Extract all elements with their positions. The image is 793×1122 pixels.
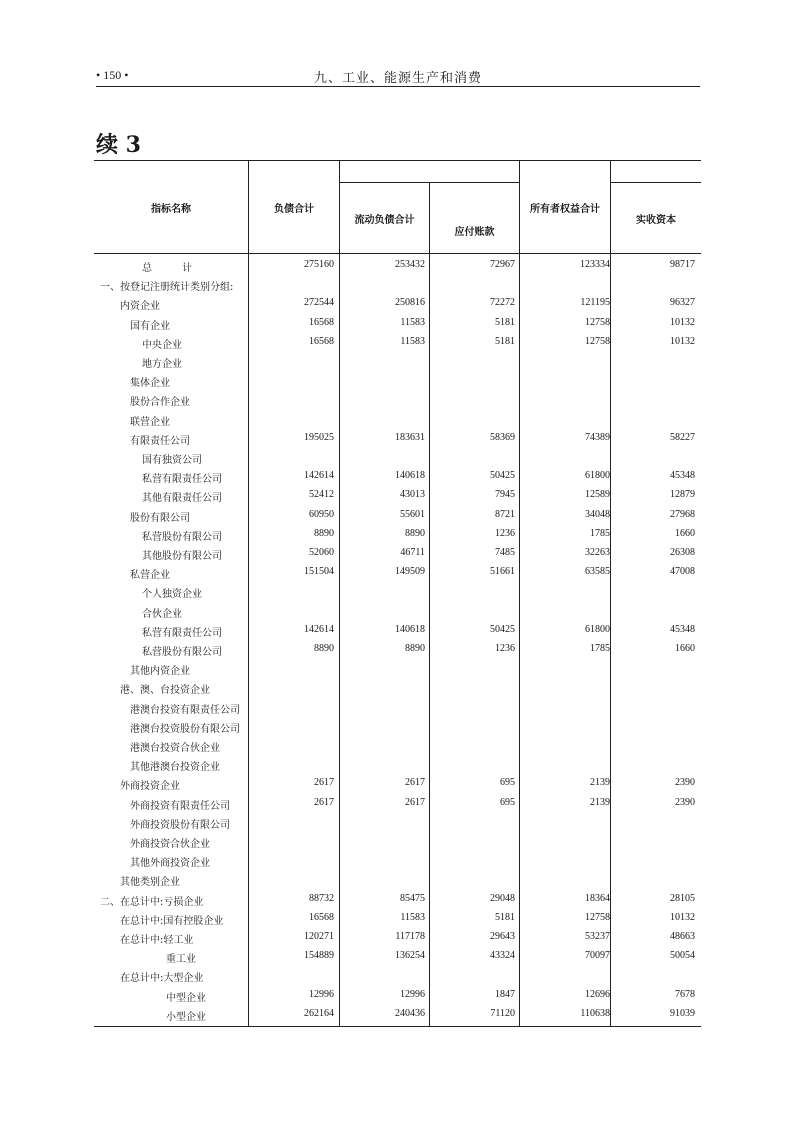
table-row <box>94 564 701 583</box>
table-row <box>94 315 701 334</box>
cell-value: 48663 <box>670 931 695 942</box>
cell-value: 1660 <box>675 527 695 539</box>
row-label: 外商投资股份有限公司 <box>130 819 230 831</box>
cell-value: 1236 <box>495 643 515 654</box>
row-label: 在总计中:轻工业 <box>120 935 194 946</box>
cell-value: 5181 <box>495 911 515 923</box>
table-row <box>94 411 701 430</box>
cell-value: 58369 <box>490 431 515 443</box>
table-row <box>94 603 701 622</box>
row-label: 国有独资公司 <box>142 455 202 466</box>
row-label: 一、按登记注册统计类别分组: <box>100 282 234 294</box>
row-label: 重工业 <box>166 954 196 966</box>
col-header-paid-in-capital: 实收资本 <box>636 215 676 226</box>
cell-value: 5181 <box>495 316 515 328</box>
cell-value: 91039 <box>670 1007 695 1019</box>
table-row <box>94 391 701 410</box>
cell-value: 10132 <box>670 911 695 923</box>
cell-value: 2139 <box>590 777 610 789</box>
cell-value: 275160 <box>304 259 334 270</box>
row-label: 股份合作企业 <box>130 397 190 409</box>
cell-value: 8890 <box>314 527 334 539</box>
row-label: 二、在总计中:亏损企业 <box>100 896 204 908</box>
row-label: 私营股份有限公司 <box>142 531 222 543</box>
row-label: 集体企业 <box>130 378 170 390</box>
cell-value: 11583 <box>400 911 425 923</box>
cell-value: 45348 <box>670 470 695 482</box>
cell-value: 58227 <box>670 431 695 443</box>
table-row <box>94 852 701 871</box>
table-row <box>94 775 701 794</box>
row-label: 国有企业 <box>130 320 170 332</box>
cell-value: 8890 <box>314 643 334 654</box>
cell-value: 12758 <box>585 335 610 347</box>
table-row <box>94 545 701 564</box>
row-label: 私营有限责任公司 <box>142 627 222 639</box>
cell-value: 2390 <box>675 796 695 808</box>
cell-value: 1785 <box>590 643 610 654</box>
table-row <box>94 430 701 449</box>
cell-value: 12758 <box>585 911 610 923</box>
cell-value: 195025 <box>304 431 334 443</box>
cell-value: 1785 <box>590 527 610 539</box>
row-label: 其他港澳台投资企业 <box>130 762 220 774</box>
page-header <box>96 68 700 86</box>
cell-value: 53237 <box>585 931 610 942</box>
table-row <box>94 910 701 929</box>
cell-value: 695 <box>500 777 515 789</box>
table-row <box>94 679 701 698</box>
row-label: 合伙企业 <box>142 608 182 620</box>
cell-value: 27968 <box>670 508 695 520</box>
cell-value: 1847 <box>495 988 515 1000</box>
row-label: 股份有限公司 <box>130 512 190 524</box>
row-label: 港澳台投资合伙企业 <box>130 743 220 754</box>
cell-value: 32263 <box>585 547 610 558</box>
cell-value: 7945 <box>495 489 515 501</box>
row-label: 港、澳、台投资企业 <box>120 685 210 697</box>
running-title: 九、工业、能源生产和消费 <box>313 71 482 86</box>
row-label: 私营股份有限公司 <box>142 647 222 658</box>
table-row <box>94 929 701 948</box>
row-label: 私营企业 <box>130 570 170 582</box>
table-row <box>94 699 701 718</box>
section-title: 续 3 <box>96 132 141 158</box>
cell-value: 16568 <box>309 911 334 923</box>
cell-value: 136254 <box>395 950 425 962</box>
table-row <box>94 795 701 814</box>
cell-value: 183631 <box>395 431 425 443</box>
cell-value: 8890 <box>405 643 425 654</box>
cell-value: 16568 <box>309 335 334 347</box>
cell-value: 2139 <box>590 796 610 808</box>
table-row <box>94 372 701 391</box>
cell-value: 121195 <box>580 297 610 309</box>
row-label: 其他内资企业 <box>130 666 190 678</box>
row-label: 其他外商投资企业 <box>130 858 210 870</box>
row-label: 个人独资企业 <box>142 589 202 601</box>
table-row <box>94 334 701 353</box>
row-label: 中型企业 <box>166 992 206 1004</box>
table-row <box>94 660 701 679</box>
cell-value: 250816 <box>395 297 425 309</box>
data-table <box>94 160 701 1026</box>
cell-value: 51661 <box>490 566 515 578</box>
cell-value: 16568 <box>309 316 334 328</box>
row-label: 地方企业 <box>142 359 182 370</box>
cell-value: 12996 <box>309 988 334 1000</box>
cell-value: 88732 <box>309 892 334 904</box>
row-label: 在总计中:国有控股企业 <box>120 915 224 927</box>
cell-value: 46711 <box>400 547 425 558</box>
cell-value: 85475 <box>400 892 425 904</box>
cell-value: 2617 <box>405 796 425 808</box>
cell-value: 8721 <box>495 508 515 520</box>
cell-value: 154889 <box>304 950 334 962</box>
cell-value: 63585 <box>585 566 610 578</box>
table-row <box>94 1006 701 1025</box>
cell-value: 110638 <box>580 1007 610 1019</box>
row-label: 外商投资有限责任公司 <box>130 800 230 812</box>
cell-value: 96327 <box>670 297 695 309</box>
cell-value: 1660 <box>675 643 695 654</box>
cell-value: 55601 <box>400 508 425 520</box>
cell-value: 43324 <box>490 950 515 962</box>
cell-value: 50425 <box>490 623 515 635</box>
subheader-rule-2 <box>429 182 520 183</box>
table-row <box>94 583 701 602</box>
table-row <box>94 987 701 1006</box>
cell-value: 18364 <box>585 892 610 904</box>
table-row <box>94 718 701 737</box>
table-row <box>94 814 701 833</box>
cell-value: 8890 <box>405 527 425 539</box>
cell-value: 47008 <box>670 566 695 578</box>
cell-value: 12758 <box>585 316 610 328</box>
cell-value: 52060 <box>309 547 334 558</box>
cell-value: 2617 <box>314 796 334 808</box>
cell-value: 61800 <box>585 623 610 635</box>
row-label: 私营有限责任公司 <box>142 474 222 486</box>
row-label: 总 计 <box>142 263 192 274</box>
row-label: 其他有限责任公司 <box>142 493 222 505</box>
table-row <box>94 622 701 641</box>
cell-value: 142614 <box>304 623 334 635</box>
col-header-accounts-payable: 应付账款 <box>454 227 495 238</box>
subheader-rule-3 <box>610 182 701 183</box>
col-header-total-liabilities: 负债合计 <box>274 204 314 215</box>
cell-value: 61800 <box>585 470 610 482</box>
cell-value: 43013 <box>400 489 425 501</box>
cell-value: 2390 <box>675 777 695 789</box>
table-row <box>94 507 701 526</box>
row-label: 其他股份有限公司 <box>142 551 222 562</box>
table-row <box>94 353 701 372</box>
cell-value: 117178 <box>395 931 425 942</box>
cell-value: 140618 <box>395 470 425 482</box>
cell-value: 72967 <box>490 259 515 270</box>
table-row <box>94 891 701 910</box>
cell-value: 29643 <box>490 931 515 942</box>
cell-value: 72272 <box>490 297 515 309</box>
cell-value: 70097 <box>585 950 610 962</box>
cell-value: 149509 <box>395 566 425 578</box>
cell-value: 34048 <box>585 508 610 520</box>
cell-value: 7678 <box>675 988 695 1000</box>
table-row <box>94 737 701 756</box>
cell-value: 50054 <box>670 950 695 962</box>
cell-value: 142614 <box>304 470 334 482</box>
table-row <box>94 468 701 487</box>
table-row <box>94 526 701 545</box>
cell-value: 71120 <box>490 1007 515 1019</box>
table-row <box>94 449 701 468</box>
cell-value: 240436 <box>395 1007 425 1019</box>
cell-value: 7485 <box>495 547 515 558</box>
table-row <box>94 871 701 890</box>
cell-value: 29048 <box>490 892 515 904</box>
table-row <box>94 276 701 295</box>
cell-value: 140618 <box>395 623 425 635</box>
cell-value: 12589 <box>585 489 610 501</box>
row-label: 其他类别企业 <box>120 877 180 889</box>
row-label: 中央企业 <box>142 339 182 351</box>
row-label: 联营企业 <box>130 416 170 428</box>
cell-value: 60950 <box>309 508 334 520</box>
row-label: 内资企业 <box>120 301 160 313</box>
cell-value: 28105 <box>670 892 695 904</box>
cell-value: 12996 <box>400 988 425 1000</box>
row-label: 在总计中:大型企业 <box>120 973 204 985</box>
cell-value: 11583 <box>400 316 425 328</box>
table-row <box>94 756 701 775</box>
cell-value: 26308 <box>670 547 695 558</box>
cell-value: 262164 <box>304 1007 334 1019</box>
row-label: 港澳台投资有限责任公司 <box>130 704 240 716</box>
row-label: 外商投资合伙企业 <box>130 839 210 850</box>
table-row <box>94 295 701 314</box>
cell-value: 1236 <box>495 527 515 539</box>
page-number: • 150 • <box>96 68 129 82</box>
row-label: 港澳台投资股份有限公司 <box>130 723 240 735</box>
row-label: 有限责任公司 <box>130 435 190 447</box>
cell-value: 50425 <box>490 470 515 482</box>
cell-value: 10132 <box>670 316 695 328</box>
cell-value: 272544 <box>304 297 334 309</box>
cell-value: 74389 <box>585 431 610 443</box>
cell-value: 5181 <box>495 335 515 347</box>
cell-value: 695 <box>500 796 515 808</box>
cell-value: 45348 <box>670 623 695 635</box>
row-label: 外商投资企业 <box>120 781 180 793</box>
table-row <box>94 948 701 967</box>
header-rule <box>96 86 700 87</box>
table-row <box>94 641 701 660</box>
cell-value: 12696 <box>585 988 610 1000</box>
table-bottom-rule <box>94 1026 701 1027</box>
cell-value: 120271 <box>304 931 334 942</box>
cell-value: 11583 <box>400 335 425 347</box>
row-label: 小型企业 <box>166 1011 206 1023</box>
col-header-indicator: 指标名称 <box>151 204 191 215</box>
cell-value: 253432 <box>395 259 425 270</box>
table-row <box>94 257 701 276</box>
cell-value: 52412 <box>309 489 334 501</box>
cell-value: 98717 <box>670 259 695 270</box>
cell-value: 123334 <box>580 259 610 270</box>
cell-value: 2617 <box>405 777 425 789</box>
col-header-current-liabilities: 流动负债合计 <box>354 215 415 226</box>
cell-value: 10132 <box>670 335 695 347</box>
cell-value: 151504 <box>304 566 334 578</box>
cell-value: 2617 <box>314 777 334 789</box>
table-row <box>94 487 701 506</box>
col-header-owners-equity: 所有者权益合计 <box>530 204 600 215</box>
table-row <box>94 833 701 852</box>
cell-value: 12879 <box>670 489 695 501</box>
table-row <box>94 967 701 986</box>
